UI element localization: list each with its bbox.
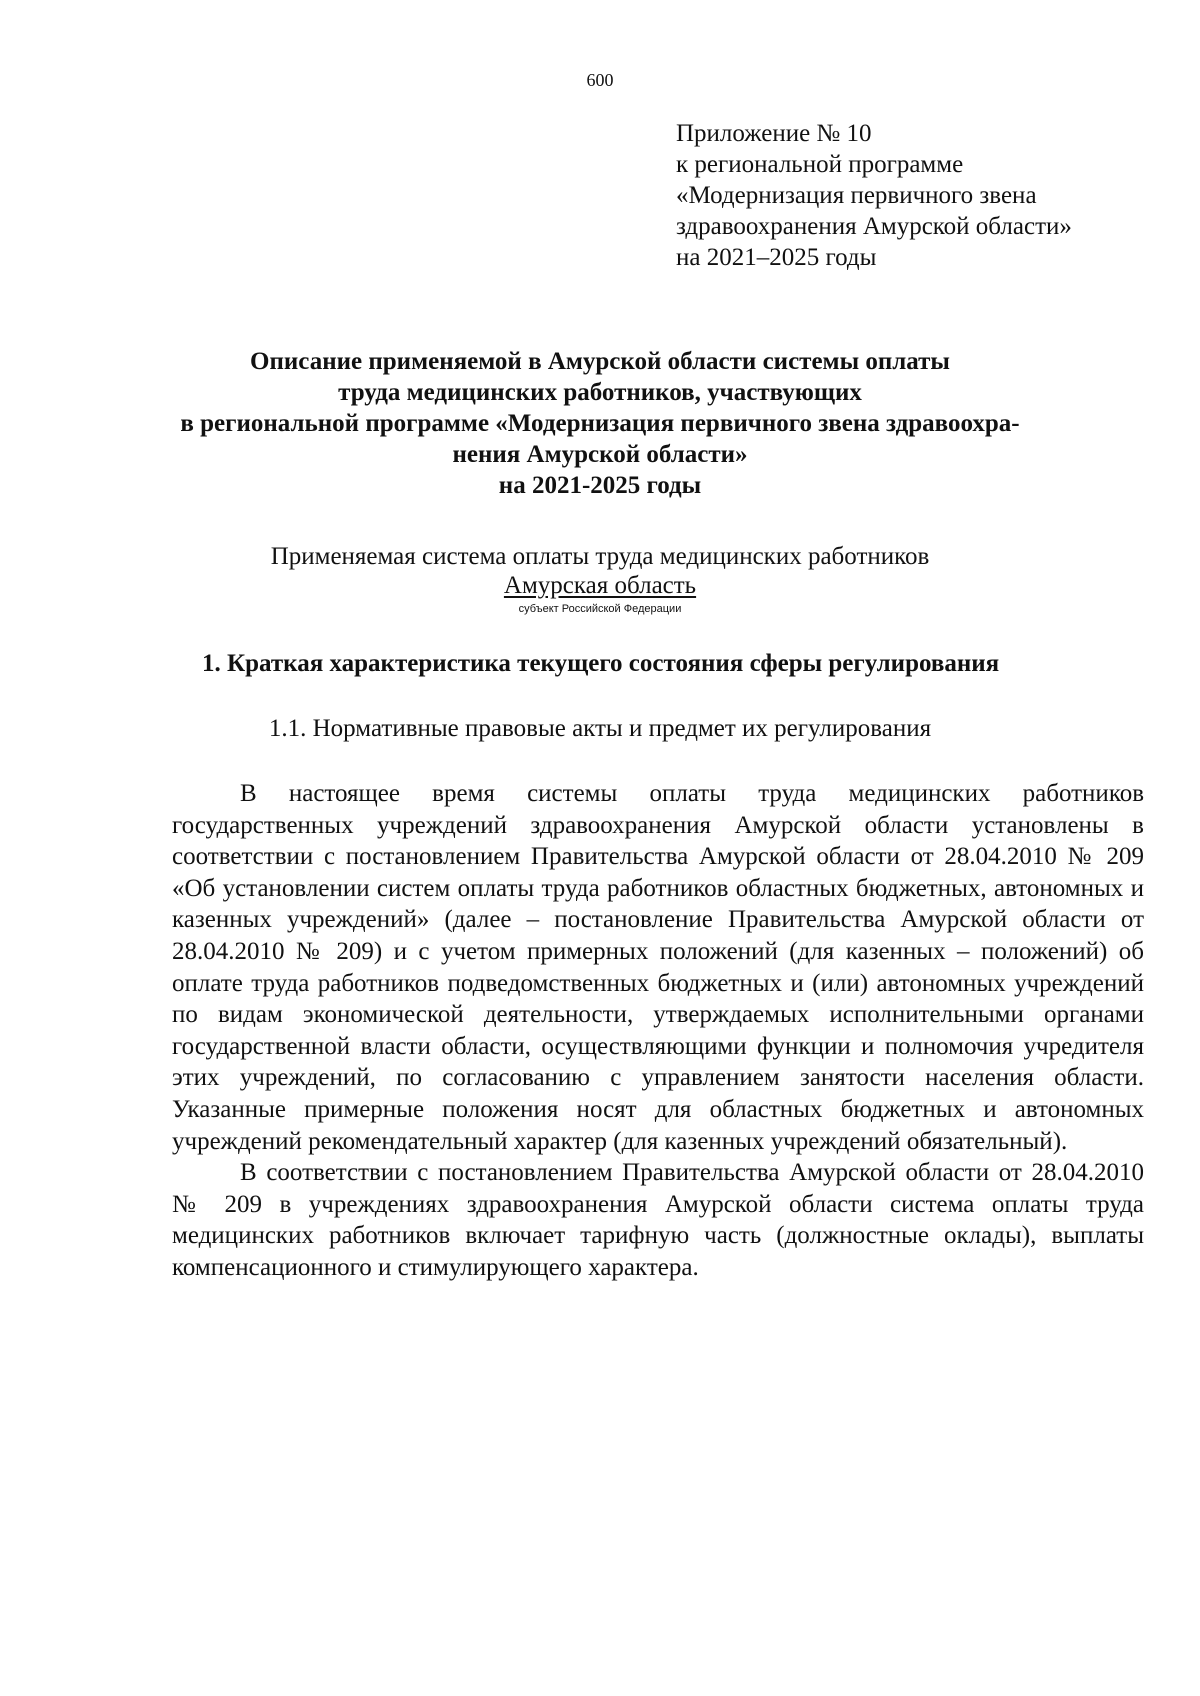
appendix-line: Приложение № 10 <box>676 120 872 147</box>
section-heading: 1. Краткая характеристика текущего состояния сферы регулирования <box>202 650 1000 677</box>
body-text <box>172 778 1144 1284</box>
system-caption: Применяемая система оплаты труда медицинских работников <box>270 543 930 570</box>
title-line: в региональной программе «Модернизация первичного звена здравоохра- <box>180 410 1020 437</box>
title-line: на 2021-2025 годы <box>498 472 702 499</box>
subject-name: Амурская область <box>503 572 697 599</box>
title-line: Описание применяемой в Амурской области системы оплаты <box>250 348 950 375</box>
appendix-line: на 2021–2025 годы <box>676 244 877 271</box>
appendix-line: «Модернизация первичного звена <box>676 182 1037 209</box>
page-number: 600 <box>586 70 614 90</box>
title-line: труда медицинских работников, участвующих <box>338 379 862 406</box>
paragraph: В соответствии с постановлением Правительства Амурской области от 28.04.2010 № 209 в учреждениях здравоохранения Амурской области система оплаты труда медицинских работников включает тарифную часть (должностные оклады), выплаты компенсационного и стимулирующего характера. <box>172 1159 1144 1281</box>
subject-note: субъект Российской Федерации <box>518 603 682 615</box>
appendix-note <box>676 118 1176 273</box>
subject-block <box>160 572 1040 616</box>
appendix-line: к региональной программе <box>676 151 964 178</box>
appendix-line: здравоохранения Амурской области» <box>676 213 1072 240</box>
title-line: нения Амурской области» <box>452 441 748 468</box>
document-title <box>160 346 1040 501</box>
subsection-heading: 1.1. Нормативные правовые акты и предмет их регулирования <box>268 715 932 742</box>
paragraph: В настоящее время системы оплаты труда медицинских работников государственных учреждений здравоохранения Амурской области установлены в соответствии с постановлением Правительства Амурской области от 28.04.2010 № 209 «Об установлении систем оплаты труда работников областных бюджетных, автономных и казенных учреждений» (далее – постановление Правительства Амурской области от 28.04.2010 № 209) и с учетом примерных положений (для казенных – положений) об оплате труда работников подведомственных бюджетных и (или) автономных учреждений по видам экономической деятельности, утверждаемых исполнительными органами государственной власти области, осуществляющими функции и полномочия учредителя этих учреждений, по согласованию с управлением занятости населения области. Указанные примерные положения носят для областных бюджетных и автономных учреждений рекомендательный характер (для казенных учреждений обязательный). <box>172 780 1144 1155</box>
